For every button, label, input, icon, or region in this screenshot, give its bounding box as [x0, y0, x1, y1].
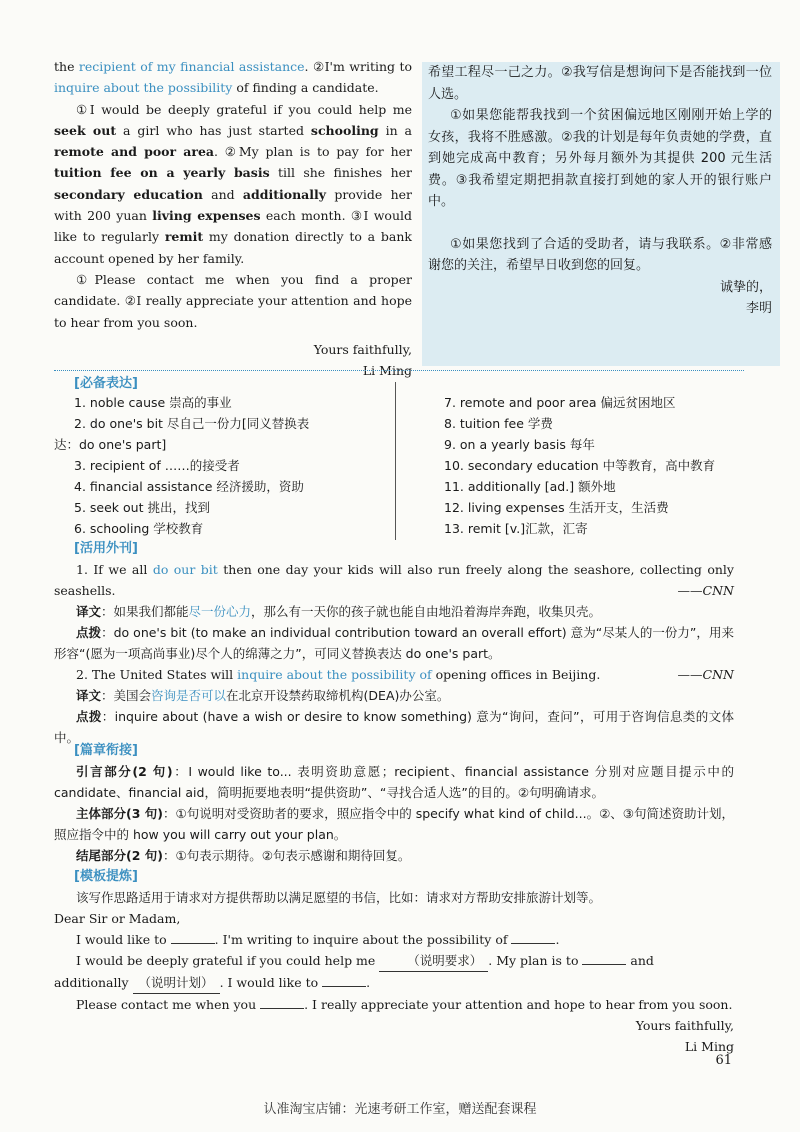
expression-item: 2. do one's bit 尽自己一份力[同义替换表 — [74, 416, 310, 431]
bold-term: remote and poor area — [54, 144, 215, 160]
text: I would be deeply grateful if you could help me — [76, 953, 380, 968]
expression-item: 4. financial assistance 经济援助，资助 — [74, 479, 304, 494]
template-line-4 — [54, 994, 734, 1015]
expression-item: 13. remit [v.]汇款，汇寄 — [444, 521, 588, 536]
label: 译文 — [76, 604, 102, 619]
text: . I'm writing to inquire about the possibility of — [214, 932, 512, 947]
template-line-1 — [54, 929, 734, 950]
fill-blank[interactable] — [511, 929, 555, 944]
fill-blank-hint[interactable]: （说明要求） — [379, 950, 488, 972]
expression-item: 8. tuition fee 学费 — [444, 416, 553, 431]
template-signature: Li Ming — [684, 1039, 734, 1054]
fill-blank[interactable] — [171, 929, 215, 944]
structure-end — [54, 845, 734, 866]
text: I would like to — [76, 932, 171, 947]
text: . — [366, 975, 371, 990]
template-section — [54, 866, 734, 1057]
example-2-translation — [54, 685, 734, 706]
expression-item: 3. recipient of ……的接受者 — [74, 458, 240, 473]
label: 主体部分(3 句) — [76, 806, 163, 821]
letter-en-closing: Yours faithfully, — [313, 341, 412, 357]
keyword: recipient of my financial assistance — [78, 59, 305, 74]
label: 引言部分(2 句) — [76, 764, 173, 779]
letter-en-p1 — [54, 56, 412, 99]
text: . ②I'm writing to — [304, 59, 412, 74]
text: ：I would like to... 表明资助意愿；recipient、financial assistance 分别对应题目提示中的 candidate、financial aid，简明扼要地表明“提供资助”、“寻找合适人选”的目的。②句明确请求。 — [54, 764, 734, 800]
letter-section — [54, 56, 780, 379]
bold-term: remit — [164, 229, 204, 245]
label: 点拨 — [76, 709, 102, 724]
bold-term: additionally — [242, 186, 327, 202]
template-closing: Yours faithfully, — [635, 1018, 734, 1033]
letter-cn-p3: ①如果您找到了合适的受助者，请与我联系。②非常感谢您的关注，希望早日收到您的回复。 — [428, 236, 772, 273]
structure-heading: [篇章衔接] — [74, 743, 138, 758]
structure-body — [54, 803, 734, 845]
bold-term: seek out — [54, 122, 117, 138]
example-1 — [54, 559, 734, 601]
label: 译文 — [76, 688, 102, 703]
page-number: 61 — [715, 1053, 732, 1068]
text: ：①句表示期待。②句表示感谢和期待回复。 — [162, 848, 411, 863]
text: 在北京开设禁药取缔机构(DEA)办公室。 — [226, 688, 450, 703]
text: Please contact me when you — [76, 997, 261, 1012]
text: opening offices in Beijing. — [431, 667, 601, 682]
text: . ②My plan is to pay for her — [214, 144, 412, 160]
expression-item: 7. remote and poor area 偏远贫困地区 — [444, 395, 676, 410]
fill-blank[interactable] — [260, 994, 304, 1009]
expression-item: 9. on a yearly basis 每年 — [444, 437, 595, 452]
text: ：do one's bit (to make an individual contribution toward an overall effort) 意为“尽某人的一份力”，用来形容“(愿为一项高尚事业)尽个人的绵薄之力”，可同义替换表达 do one's part。 — [54, 625, 734, 661]
text: . I really appreciate your attention and hope to hear from you soon. — [304, 997, 733, 1012]
fill-blank-hint[interactable]: （说明计划） — [133, 972, 220, 994]
template-salutation: Dear Sir or Madam, — [54, 911, 181, 926]
keyword: 咨询是否可以 — [151, 688, 227, 703]
label: 点拨 — [76, 625, 102, 640]
section-divider — [54, 370, 744, 371]
expressions-heading: [必备表达] — [74, 376, 138, 391]
letter-cn-p2: ①如果您能帮我找到一个贫困偏远地区刚刚开始上学的女孩，我将不胜感激。②我的计划是每年负责她的学费，直到她完成高中教育；另外每月额外为其提供 200 元生活费。③我希望定期把捐款直接打到她的家人开的银行账户中。 — [428, 108, 772, 209]
bold-term: secondary education — [54, 186, 203, 202]
text: each month. ③I would like to regularly — [54, 208, 412, 245]
source: ——CNN — [677, 667, 734, 682]
expressions-right — [444, 392, 744, 539]
text: the — [54, 59, 79, 74]
examples-section — [54, 538, 734, 748]
text: ：如果我们都能 — [101, 604, 189, 619]
bold-term: tuition fee on a yearly basis — [54, 165, 270, 181]
source: ——CNN — [677, 583, 734, 598]
example-2 — [54, 664, 734, 685]
letter-cn-closing: 诚挚的， — [719, 279, 772, 295]
template-heading: [模板提炼] — [74, 869, 138, 884]
letter-en-p3: ①Please contact me when you find a proper candidate. ②I really appreciate your attention and hope to hear from you soon. — [54, 271, 412, 330]
structure-intro — [54, 761, 734, 803]
text: till she finishes her — [269, 165, 412, 181]
expression-item: 1. noble cause 崇高的事业 — [74, 395, 232, 410]
text: . — [555, 932, 560, 947]
text: ：①句说明对受资助者的要求，照应指令中的 specify what kind of child...。②、③句简述资助计划，照应指令中的 how you will carry out your plan。 — [54, 806, 734, 842]
template-line-3 — [54, 972, 734, 994]
examples-heading: [活用外刊] — [74, 541, 138, 556]
letter-english — [54, 56, 412, 381]
text: and — [626, 953, 654, 968]
keyword: inquire about the possibility — [54, 80, 233, 96]
letter-en-signature: Li Ming — [362, 363, 412, 379]
expression-item: 12. living expenses 生活开支，生活费 — [444, 500, 669, 515]
text: ①I would be deeply grateful if you could help me — [76, 101, 412, 117]
label: 结尾部分(2 句) — [76, 848, 163, 863]
text: provide her with 200 yuan — [54, 186, 412, 224]
text: ，那么有一天你的孩子就也能自由地沿着海岸奔跑，收集贝壳。 — [251, 604, 602, 619]
keyword: inquire about the possibility of — [237, 667, 432, 682]
template-intro: 该写作思路适用于请求对方提供帮助以满足愿望的书信，比如：请求对方帮助安排旅游计划等。 — [76, 890, 602, 905]
page-footer: 认准淘宝店铺：光速考研工作室，赠送配套课程 — [263, 1102, 537, 1117]
text: a girl who has just started — [116, 122, 311, 138]
text: . I would like to — [219, 975, 323, 990]
expression-item: 11. additionally [ad.] 额外地 — [444, 479, 616, 494]
letter-cn-signature: 李明 — [745, 301, 772, 316]
structure-section — [54, 740, 734, 866]
text: 2. The United States will — [76, 667, 238, 682]
text: of finding a candidate. — [232, 80, 379, 96]
text: and — [202, 186, 243, 202]
expression-item: 5. seek out 挑出，找到 — [74, 500, 210, 515]
expression-item: 6. schooling 学校教育 — [74, 521, 204, 536]
text: my donation directly to a bank account opened by her family. — [54, 229, 412, 266]
letter-en-p2 — [54, 99, 412, 269]
bold-term: schooling — [310, 122, 379, 138]
keyword: do our bit — [152, 562, 218, 577]
text: 1. If we all — [76, 562, 153, 577]
expression-item: 10. secondary education 中等教育，高中教育 — [444, 458, 716, 473]
example-1-translation — [54, 601, 734, 622]
expressions-column-divider — [395, 382, 396, 540]
keyword: 尽一份心力 — [188, 604, 252, 619]
fill-blank[interactable] — [582, 950, 626, 965]
letter-chinese — [422, 62, 780, 366]
fill-blank[interactable] — [322, 972, 366, 987]
text: . My plan is to — [488, 953, 583, 968]
text: then one day your kids will also run freely along the seashore, collecting only seashells. — [54, 562, 734, 598]
expression-item: 达：do one's part] — [54, 437, 167, 452]
text: ：inquire about (have a wish or desire to know something) 意为“询问，查问”，可用于咨询信息类的文体中。 — [54, 709, 734, 745]
example-1-note — [54, 622, 734, 664]
expressions-left — [54, 392, 384, 539]
text: additionally — [54, 975, 133, 990]
text: in a — [378, 122, 413, 138]
bold-term: living expenses — [152, 208, 261, 224]
template-line-2 — [54, 950, 734, 972]
text: ：美国会 — [101, 688, 152, 703]
letter-cn-p1: 希望工程尽一己之力。②我写信是想询问下是否能找到一位人选。 — [428, 65, 772, 102]
